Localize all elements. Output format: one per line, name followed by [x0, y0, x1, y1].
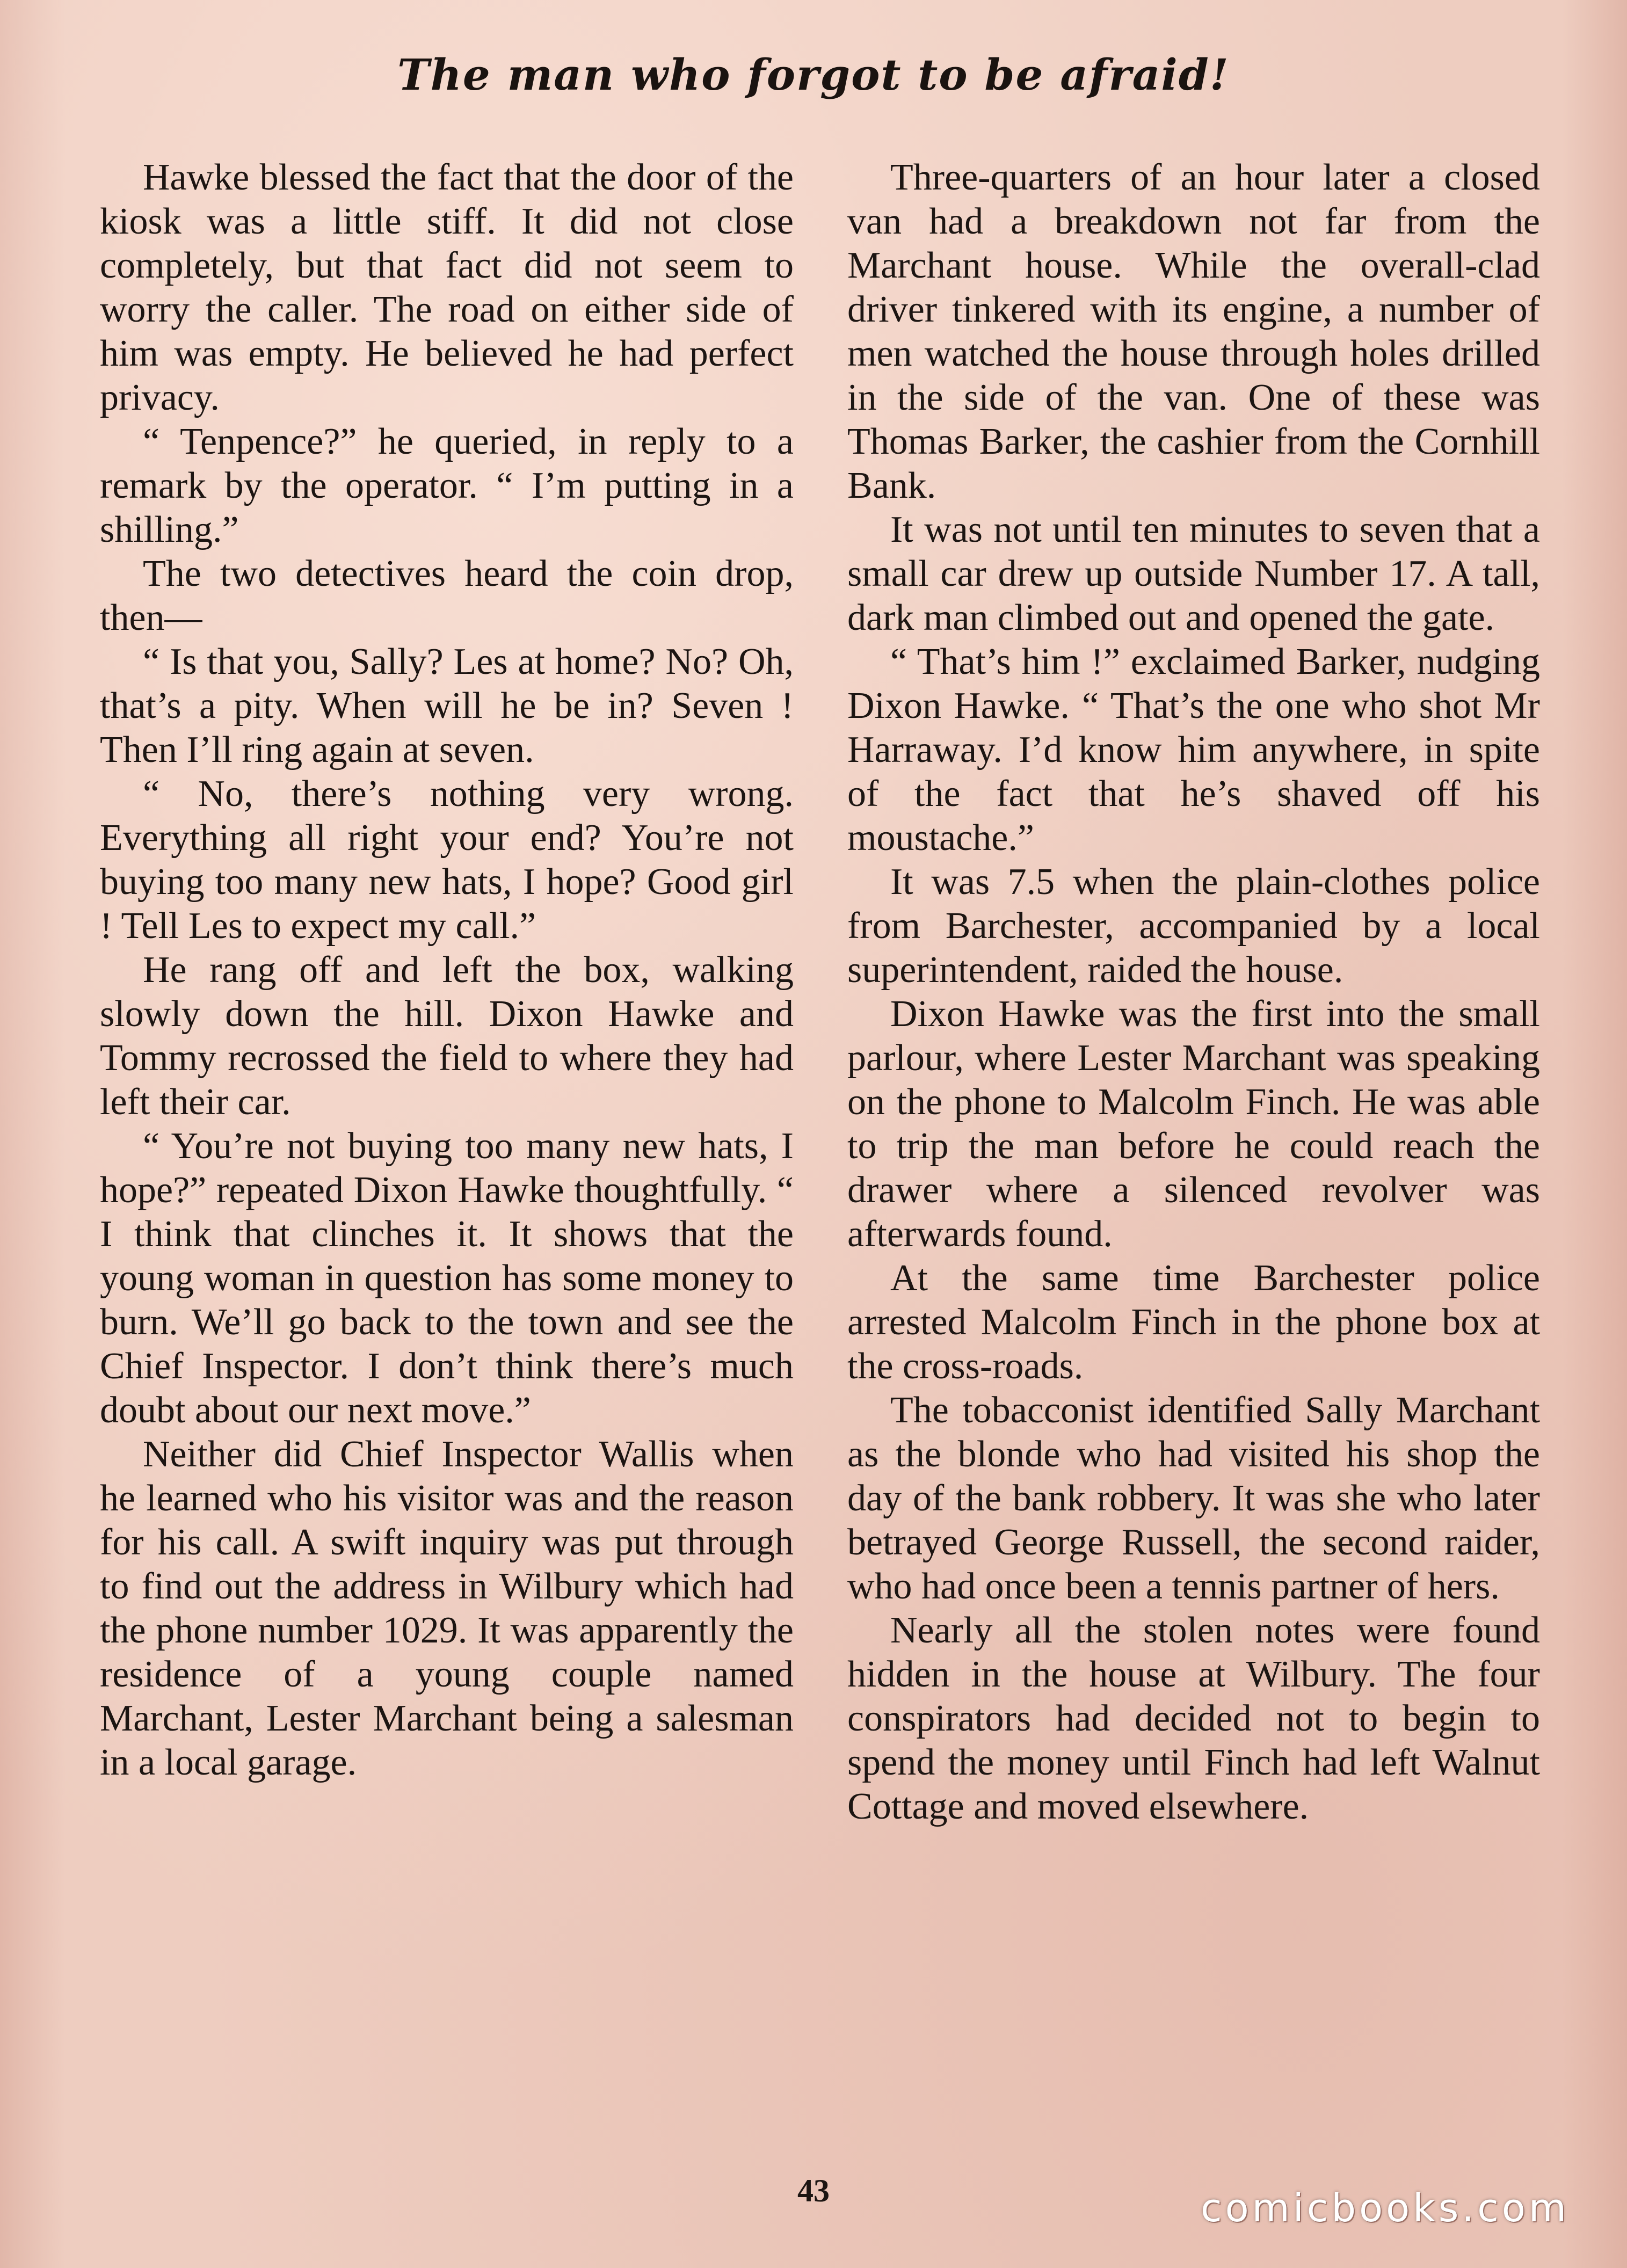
paragraph: It was not until ten minutes to seven that a small car drew up outside Number 17. A tall, dark man climbed out and opened the gate. [847, 509, 1540, 638]
left-column [100, 156, 794, 1785]
page-number: 43 [797, 2173, 830, 2208]
paragraph: Dixon Hawke was the first into the small parlour, where Lester Marchant was speaking on the phone to Malcolm Finch. He was able to trip the man before he could reach the drawer where a silenced revolver was afterwards found. [847, 993, 1540, 1255]
paragraph: At the same time Barchester police arrested Malcolm Finch in the phone box at the cross-roads. [847, 1257, 1540, 1387]
paragraph: “ That’s him !” exclaimed Barker, nudging Dixon Hawke. “ That’s the one who shot Mr Harraway. I’d know him anywhere, in spite of the fact that he’s shaved off his moustache.” [847, 641, 1540, 859]
paragraph: “ Tenpence?” he queried, in reply to a remark by the operator. “ I’m putting in a shilling.” [100, 421, 794, 550]
paragraph: “ You’re not buying too many new hats, I hope?” repeated Dixon Hawke thoughtfully. “ I think that clinches it. It shows that the young woman in question has some money to burn. We’ll go back to the town and see the Chief Inspector. I don’t think there’s much doubt about our next move.” [100, 1125, 794, 1431]
paragraph: “ Is that you, Sally? Les at home? No? Oh, that’s a pity. When will he be in? Seven ! Then I’ll ring again at seven. [100, 641, 794, 770]
story-title: The man who forgot to be afraid! [397, 49, 1230, 100]
paragraph: “ No, there’s nothing very wrong. Everything all right your end? You’re not buying too many new hats, I hope? Good girl ! Tell Les to expect my call.” [100, 773, 794, 947]
paragraph: Three-quarters of an hour later a closed van had a breakdown not far from the Marchant house. While the overall-clad driver tinkered with its engine, a number of men watched the house through holes drilled in the side of the van. One of these was Thomas Barker, the cashier from the Cornhill Bank. [847, 157, 1540, 506]
paragraph: Nearly all the stolen notes were found hidden in the house at Wilbury. The four conspirators had decided not to begin to spend the money until Finch had left Walnut Cottage and moved elsewhere. [847, 1610, 1540, 1827]
right-column [847, 156, 1540, 1829]
site-watermark: comicbooks.com [1201, 2185, 1570, 2230]
paragraph: Neither did Chief Inspector Wallis when he learned who his visitor was and the reason for his call. A swift inquiry was put through to find out the address in Wilbury which had the phone number 1029. It was apparently the residence of a young couple named Marchant, Lester Marchant being a salesman in a local garage. [100, 1434, 794, 1783]
paragraph: The tobacconist identified Sally Marchant as the blonde who had visited his shop the day of the bank robbery. It was she who later betrayed George Russell, the second raider, who had once been a tennis partner of hers. [847, 1390, 1540, 1607]
paragraph: Hawke blessed the fact that the door of the kiosk was a little stiff. It did not close completely, but that fact did not seem to worry the caller. The road on either side of him was empty. He believed he had perfect privacy. [100, 157, 794, 418]
paragraph: He rang off and left the box, walking slowly down the hill. Dixon Hawke and Tommy recrossed the field to where they had left their car. [100, 949, 794, 1123]
paragraph: The two detectives heard the coin drop, then— [100, 553, 794, 638]
paragraph: It was 7.5 when the plain-clothes police from Barchester, accompanied by a local superintendent, raided the house. [847, 861, 1540, 991]
